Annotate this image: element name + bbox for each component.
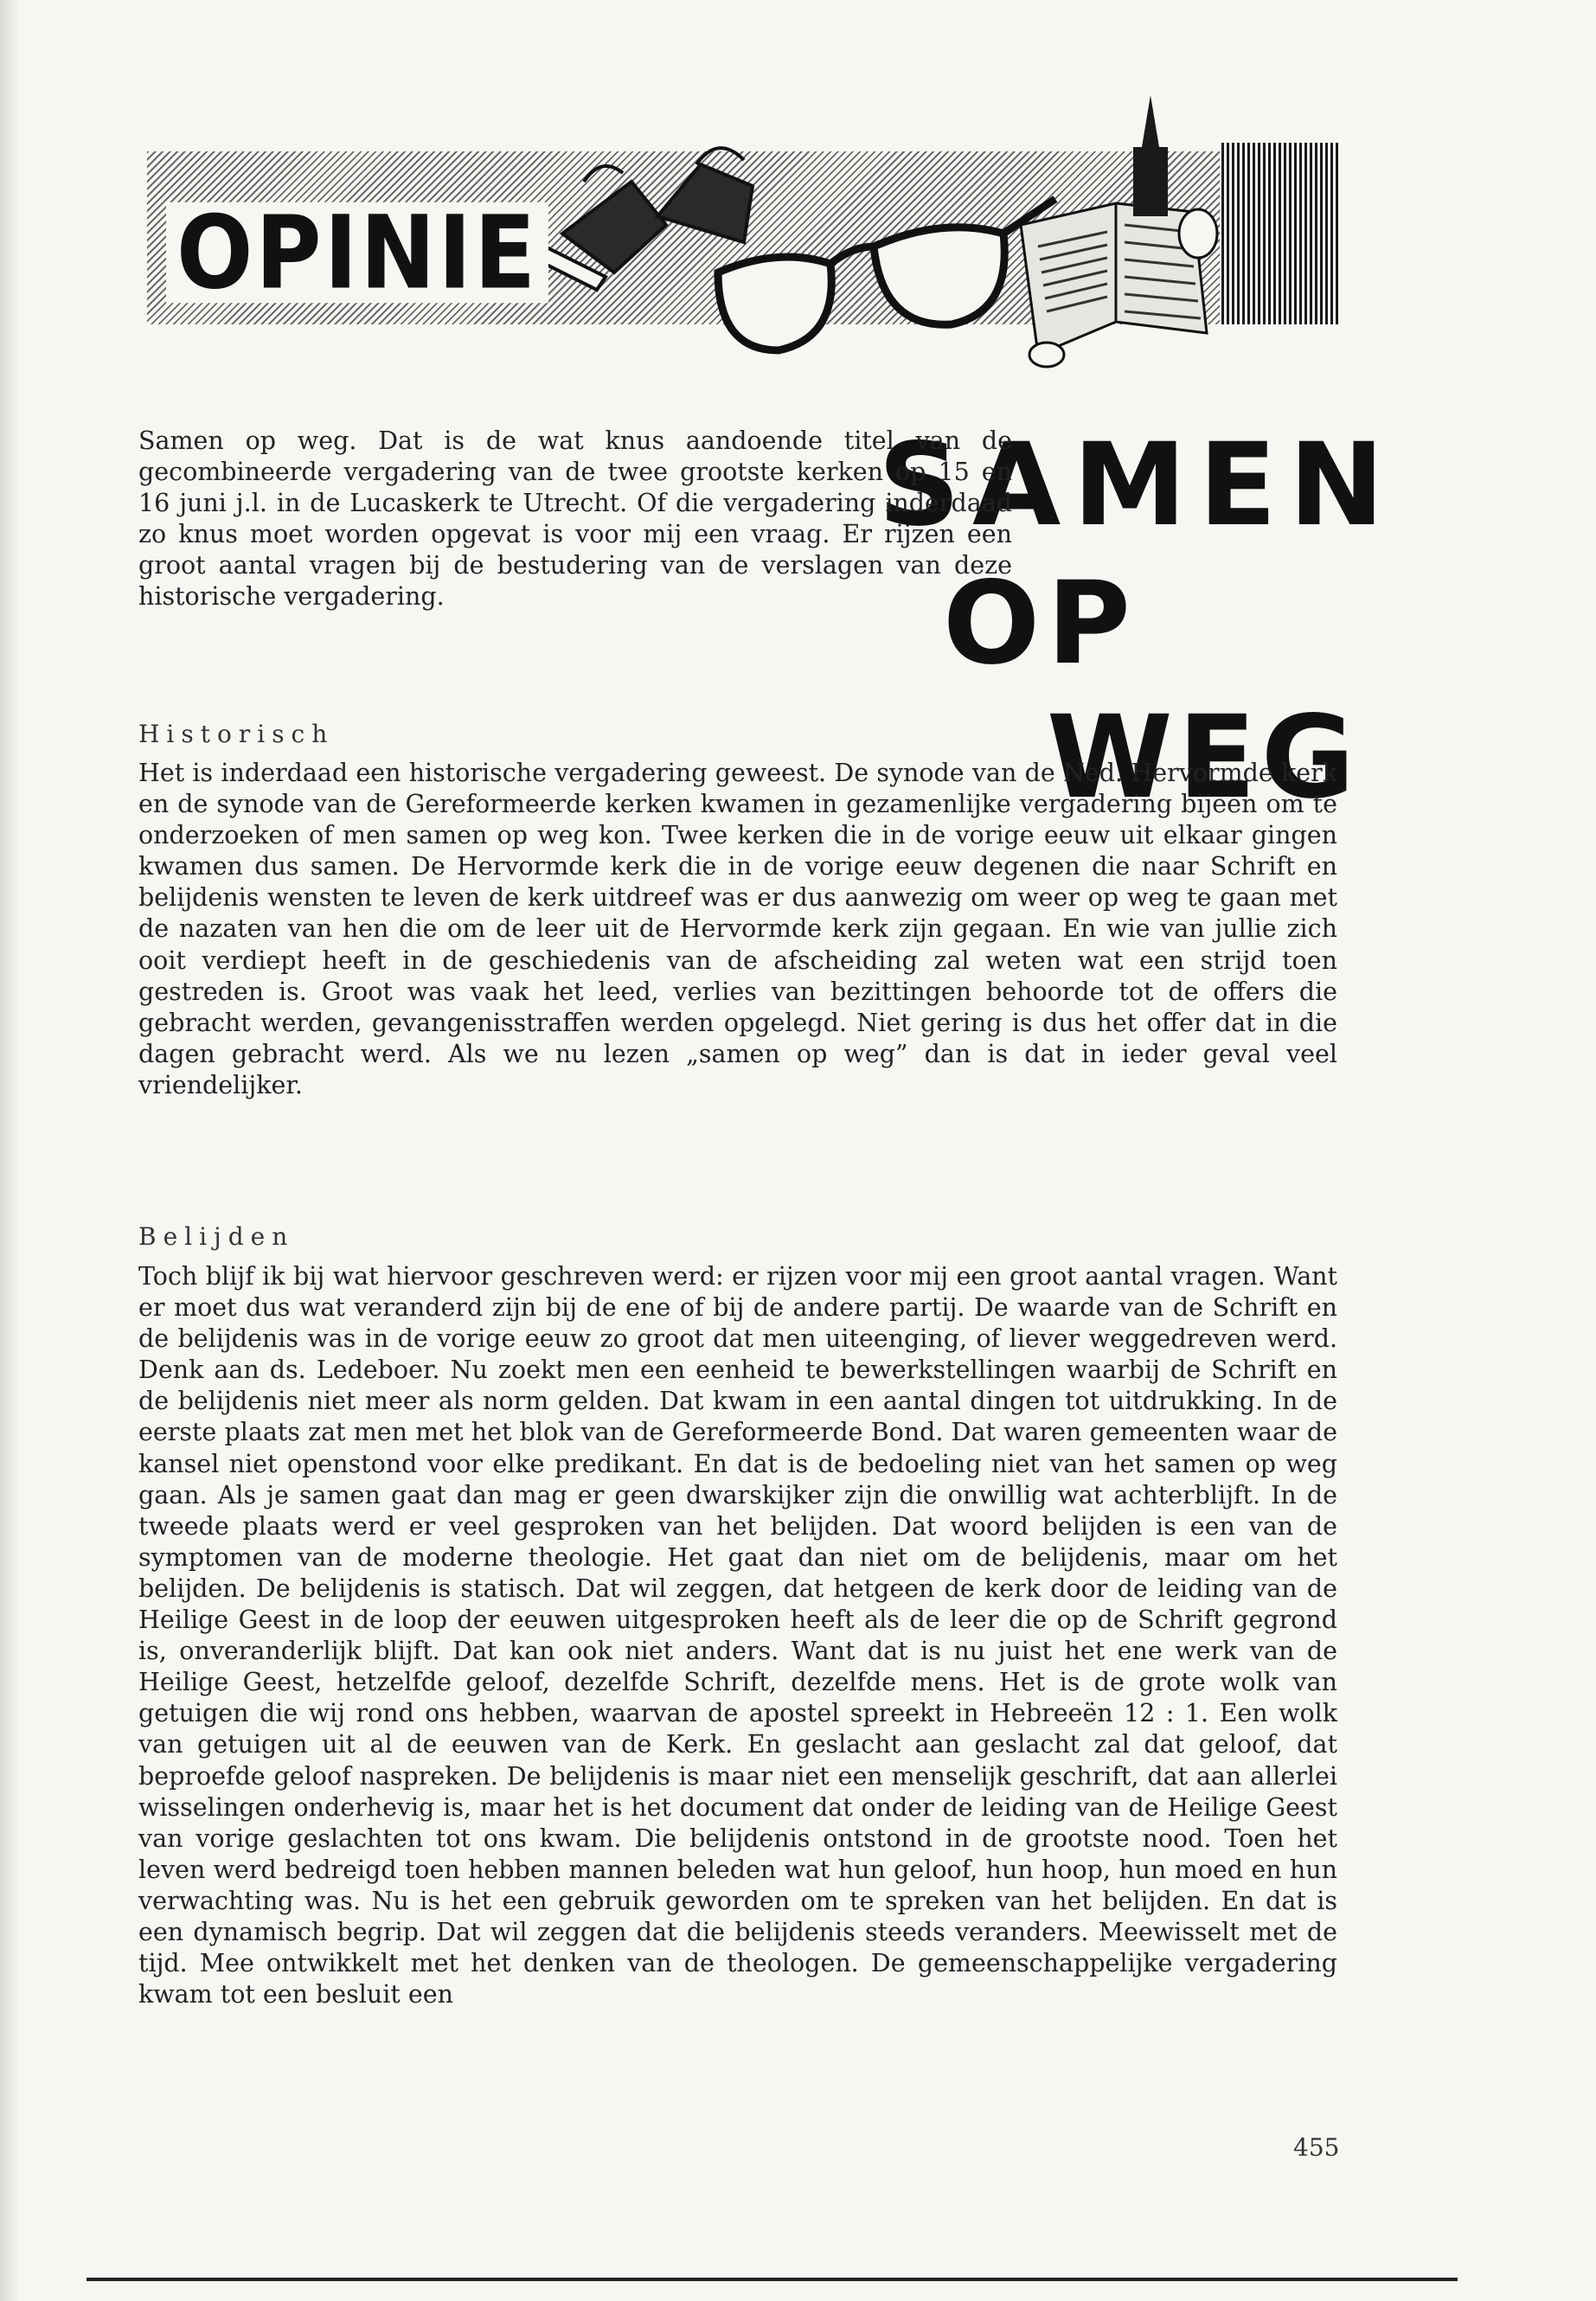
intro-paragraph: Samen op weg. Dat is de wat knus aandoende titel van de gecombineerde vergadering van de twee grootste kerken op 15 en 16 juni j.l. in de Lucaskerk te Utrecht. Of die vergadering inderdaad zo knus moet worden opgevat is voor mij een vraag. Er rijzen een groot aantal vragen bij de bestudering van de verslagen van deze historische vergadering. — [138, 426, 1012, 612]
page-edge-shadow — [0, 0, 19, 2301]
bottom-rule — [87, 2278, 1458, 2281]
page-number: 455 — [1293, 2133, 1340, 2162]
glasses-icon — [718, 199, 1055, 350]
opinie-banner — [147, 95, 1341, 372]
section-heading-belijden: Belijden — [138, 1222, 295, 1251]
headline-line-3: WEG — [1047, 691, 1361, 824]
headline-line-2: OP — [943, 557, 1138, 690]
section-paragraph-historisch: Het is inderdaad een historische vergadering geweest. De synode van de Ned. Hervormde kerk en de synode van de Gereformeerde kerken kwamen in gezamenlijke vergadering bijeen om te onderzoeken of men samen op weg kon. Twee kerken die in de vorige eeuw uit elkaar gingen kwamen dus samen. De Hervormde kerk die in de vorige eeuw degenen die naar Schrift en belijdenis wensten te leven de kerk uitdreef was er dus aanwezig om weer op weg te gaan met de nazaten van hen die om de leer uit de Hervormde kerk zijn gegaan. En wie van jullie zich ooit verdiept heeft in de geschiedenis van de afscheiding zal weten wat een strijd toen gestreden is. Groot was vaak het leed, verlies van bezittingen behoorde tot de offers die gebracht werden, gevangenisstraffen werden opgelegd. Niet gering is dus het offer dat in die dagen gebracht werd. Als we nu lezen „samen op weg” dan is dat in ieder geval veel vriendelijker. — [138, 759, 1337, 1099]
banner-title: OPINIE — [166, 202, 548, 303]
section-heading-historisch: Historisch — [138, 720, 335, 748]
section-paragraph-belijden: Toch blijf ik bij wat hiervoor geschreven werd: er rijzen voor mij een groot aantal vragen. Want er moet dus wat veranderd zijn bij de ene of bij de andere partij. De waarde van de Schrift en de belijdenis was in de vorige eeuw zo groot dat men uiteenging, of liever weggedreven werd. Denk aan ds. Ledeboer. Nu zoekt men een eenheid te bewerkstellingen waarbij de Schrift en de belijdenis niet meer als norm gelden. Dat kwam in een aantal dingen tot uitdrukking. In de eerste plaats zat men met het blok van de Gereformeerde Bond. Dat waren gemeenten waar de kansel niet openstond voor elke predikant. En dat is de bedoeling niet van het samen op weg gaan. Als je samen gaat dan mag er geen dwarskijker zijn die onwillig wat achterblijft. In de tweede plaats werd er veel gesproken van het belijden. Dat woord belijden is een van de symptomen van de moderne theologie. Het gaat dan niet om de belijdenis, maar om het belijden. De belijdenis is statisch. Dat wil zeggen, dat hetgeen de kerk door de leiding van de Heilige Geest in de loop der eeuwen uitgesproken heeft als de leer die op de Schrift gegrond is, onveranderlijk blijft. Dat kan ook niet anders. Want dat is nu juist het ene werk van de Heilige Geest, hetzelfde geloof, dezelfde Schrift, dezelfde mens. Het is de grote wolk van getuigen die wij rond ons hebben, waarvan de apostel spreekt in Hebreeën 12 : 1. Een wolk van getuigen uit al de eeuwen van de Kerk. En geslacht aan geslacht zal dat geloof, dat beproefde geloof naspreken. De belijdenis is maar niet een menselijk geschrift, dat aan allerlei wisselingen onderhevig is, maar het is het document dat onder de leiding van de Heilige Geest van vorige geslachten tot ons kwam. Die belijdenis ontstond in de grootste nood. Toen het leven werd bedreigd toen hebben mannen beleden wat hun geloof, hun hoop, hun moed en hun verwachting was. Nu is het een gebruik geworden om te spreken van het belijden. En dat is een dynamisch begrip. Dat wil zeggen dat die belijdenis steeds veranders. Meewisselt met de tijd. Mee ontwikkelt met het denken van de theologen. De gemeenschappelijke vergadering kwam tot een besluit een — [138, 1262, 1337, 2009]
newspaper-icon — [1021, 203, 1217, 367]
headline-line-1: SAMEN — [878, 419, 1397, 552]
